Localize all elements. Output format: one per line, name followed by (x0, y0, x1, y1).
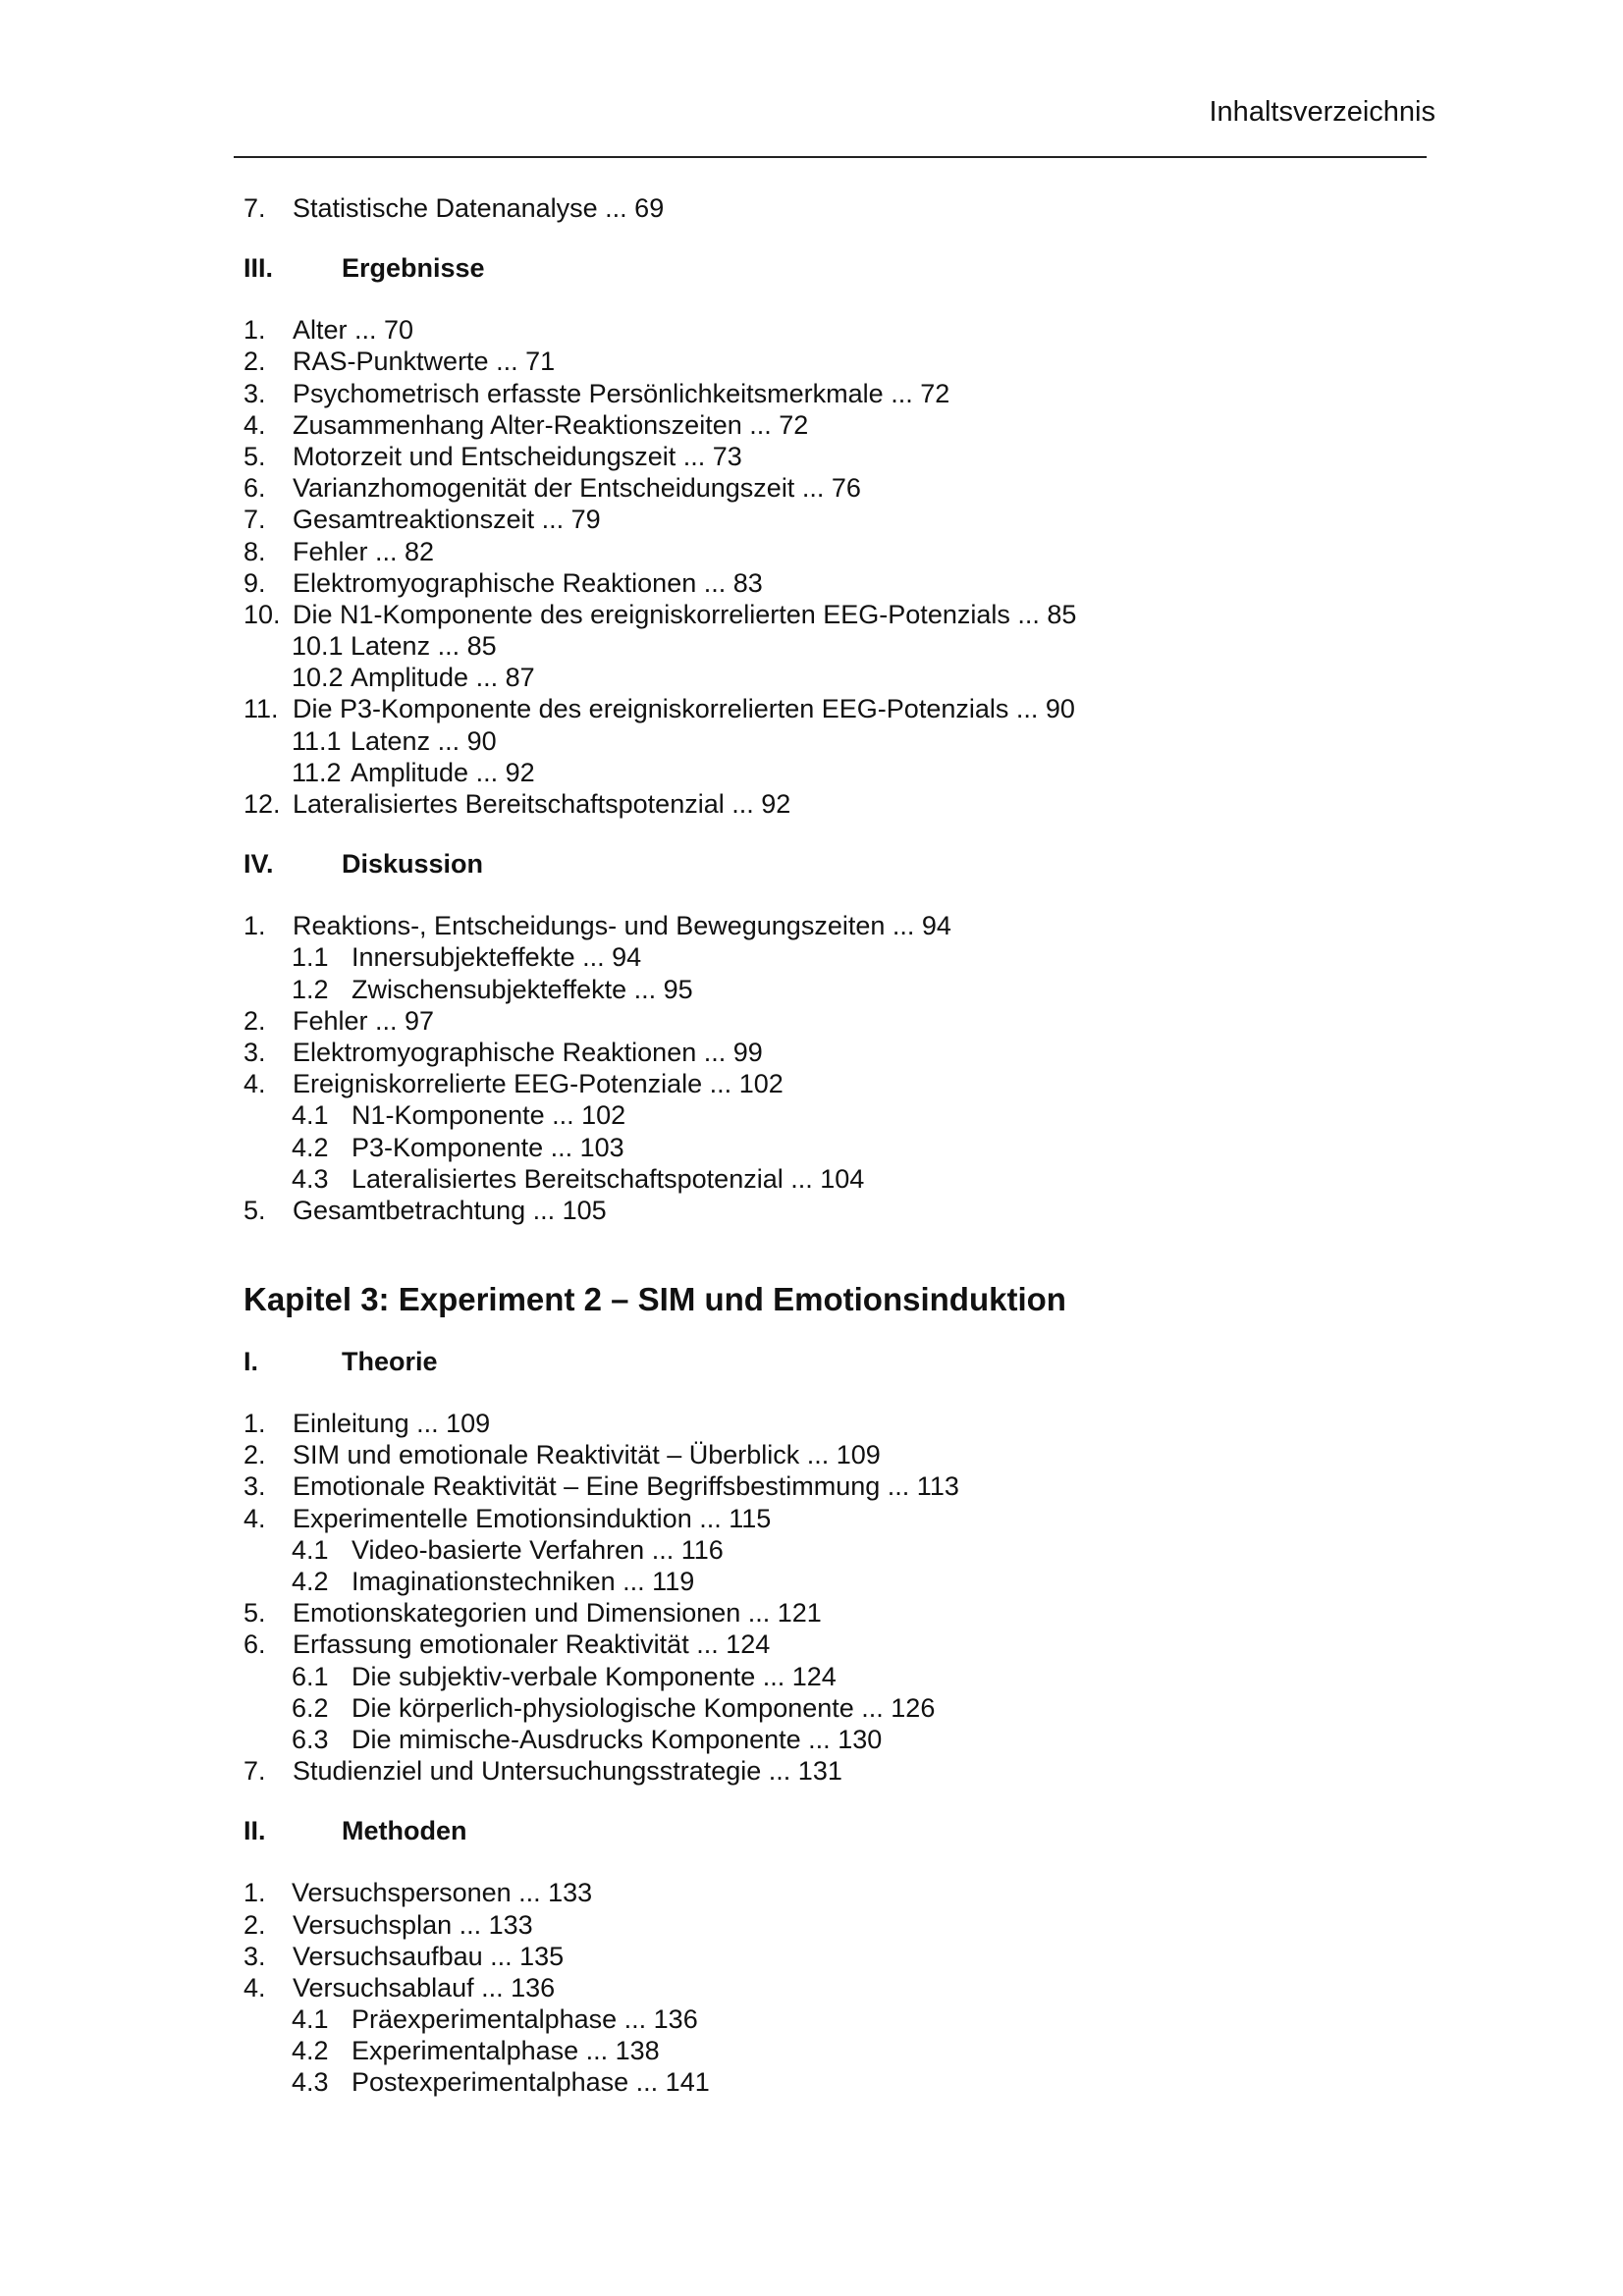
toc-entry-text: Alter ... 70 (293, 315, 414, 346)
section-heading-diskussion (243, 848, 1422, 880)
toc-entry-text: RAS-Punktwerte ... 71 (293, 347, 556, 377)
toc-entry (243, 1877, 1422, 1908)
toc-subentry (243, 2035, 1422, 2066)
toc-entry (243, 1597, 1422, 1629)
toc-subentry (243, 1566, 1422, 1597)
toc-entry-text: Latenz ... 90 (351, 725, 497, 756)
toc-entry-text: Die körperlich-physiologische Komponente ... 126 (352, 1692, 936, 1723)
toc-entry-text: Emotionale Reaktivität – Eine Begriffsbestimmung ... 113 (293, 1471, 959, 1502)
toc-entry-text: Innersubjekteffekte ... 94 (352, 942, 642, 973)
toc-entry-number: 4. (243, 1503, 266, 1533)
toc-subentry (243, 662, 1422, 693)
toc-entry-number: 5. (243, 441, 266, 471)
toc-entry (243, 504, 1422, 535)
toc-entry (243, 1037, 1422, 1068)
toc-entry-text: Elektromyographische Reaktionen ... 99 (293, 1037, 763, 1067)
header-rule (234, 156, 1427, 158)
toc-entry-text: P3-Komponente ... 103 (352, 1132, 624, 1162)
toc-entry-number: 11. (243, 694, 279, 724)
toc-entry-number: 2. (243, 1440, 266, 1470)
toc-entry-text: Latenz ... 85 (351, 631, 497, 662)
toc-entry (243, 409, 1422, 441)
toc-entry (243, 1068, 1422, 1099)
toc-entry-number: 3. (243, 378, 266, 408)
toc-entry (243, 1755, 1422, 1787)
toc-entry-number: 9. (243, 567, 266, 598)
toc-entry-text: Motorzeit und Entscheidungszeit ... 73 (293, 441, 742, 471)
toc-entry-text: Zusammenhang Alter-Reaktionszeiten ... 72 (293, 409, 809, 440)
toc-entry-text: Lateralisiertes Bereitschaftspotenzial ... 104 (352, 1163, 865, 1194)
toc-list-diskussion (243, 910, 1422, 1226)
toc-entry-text: Versuchsplan ... 133 (293, 1909, 533, 1940)
toc-entry-number: 3. (243, 1941, 266, 1971)
section-title: Ergebnisse (342, 253, 485, 284)
toc-subentry (243, 974, 1422, 1005)
toc-entry-text: Die mimische-Ausdrucks Komponente ... 130 (352, 1724, 883, 1754)
toc-entry-number: 8. (243, 536, 266, 566)
toc-list-ergebnisse (243, 314, 1422, 820)
toc-entry-number: 4.3 (292, 1163, 329, 1194)
table-of-contents (243, 192, 1422, 2099)
toc-subentry (243, 2066, 1422, 2098)
toc-subentry (243, 1692, 1422, 1724)
toc-entry-text: Varianzhomogenität der Entscheidungszeit ... 76 (293, 473, 861, 504)
toc-subentry (243, 630, 1422, 662)
toc-entry-text: Psychometrisch erfasste Persönlichkeitsmerkmale ... 72 (293, 378, 950, 408)
toc-entry-text: Reaktions-, Entscheidungs- und Bewegungszeiten ... 94 (293, 911, 951, 941)
toc-entry-text: Imaginationstechniken ... 119 (352, 1567, 695, 1596)
toc-entry-text: N1-Komponente ... 102 (352, 1100, 626, 1131)
toc-entry-number: 3. (243, 1471, 266, 1502)
toc-entry (243, 192, 1422, 224)
toc-entry-text: Zwischensubjekteffekte ... 95 (352, 974, 693, 1004)
toc-entry-number: 4. (243, 1972, 266, 2002)
toc-entry-number: 3. (243, 1037, 266, 1067)
toc-subentry (243, 1534, 1422, 1566)
toc-entry (243, 599, 1422, 630)
toc-entry (243, 441, 1422, 472)
section-title: Methoden (342, 1816, 467, 1846)
toc-entry (243, 788, 1422, 820)
toc-entry (243, 1005, 1422, 1037)
toc-entry (243, 378, 1422, 409)
toc-entry (243, 472, 1422, 504)
toc-subentry (243, 1661, 1422, 1692)
toc-entry-number: 1. (243, 1878, 266, 1908)
toc-entry-text: Amplitude ... 87 (351, 663, 535, 693)
toc-entry-text: Erfassung emotionaler Reaktivität ... 124 (293, 1629, 771, 1660)
toc-entry (243, 536, 1422, 567)
toc-entry-number: 7. (243, 1756, 266, 1787)
toc-entry-number: 1.2 (292, 974, 329, 1004)
toc-entry-number: 10. (243, 599, 281, 629)
toc-subentry (243, 1132, 1422, 1163)
toc-entry-number: 4.1 (292, 1100, 329, 1131)
toc-entry (243, 314, 1422, 346)
toc-entry-text: Statistische Datenanalyse ... 69 (293, 193, 665, 223)
toc-entry-text: Die N1-Komponente des ereigniskorrelierten EEG-Potenzials ... 85 (293, 599, 1077, 629)
toc-entry-text: Die P3-Komponente des ereigniskorrelierten EEG-Potenzials ... 90 (293, 694, 1075, 724)
toc-entry (243, 346, 1422, 377)
toc-entry-number: 7. (243, 193, 266, 223)
section-heading-theorie (243, 1346, 1422, 1377)
toc-entry-number: 6.2 (292, 1692, 329, 1723)
toc-entry (243, 1408, 1422, 1439)
toc-entry-number: 2. (243, 1909, 266, 1940)
toc-entry (243, 1629, 1422, 1660)
toc-entry-text: Präexperimentalphase ... 136 (352, 2004, 698, 2035)
toc-subentry (243, 941, 1422, 973)
toc-entry-number: 4. (243, 1069, 266, 1099)
section-heading-methoden (243, 1815, 1422, 1846)
toc-entry-text: Ereigniskorrelierte EEG-Potenziale ... 102 (293, 1069, 784, 1099)
toc-subentry (243, 757, 1422, 788)
toc-entry-text: Fehler ... 97 (293, 1005, 435, 1036)
toc-entry-number: 4.1 (292, 2004, 329, 2035)
section-heading-ergebnisse (243, 252, 1422, 284)
section-number: II. (243, 1816, 266, 1846)
toc-intro-list (243, 192, 1422, 224)
toc-entry-number: 4.2 (292, 1567, 329, 1596)
toc-subentry (243, 1163, 1422, 1195)
toc-entry-number: 1. (243, 1409, 266, 1439)
toc-entry-text: Die subjektiv-verbale Komponente ... 124 (352, 1661, 837, 1691)
toc-entry (243, 1972, 1422, 2003)
toc-entry-number: 4.1 (292, 1534, 329, 1565)
toc-list-theorie (243, 1408, 1422, 1787)
toc-entry-number: 6. (243, 1629, 266, 1660)
toc-entry-text: SIM und emotionale Reaktivität – Überblick ... 109 (293, 1440, 881, 1470)
running-header: Inhaltsverzeichnis (1209, 96, 1435, 128)
toc-entry-number: 4.2 (292, 2036, 329, 2066)
chapter-heading: Kapitel 3: Experiment 2 – SIM und Emotionsinduktion (243, 1281, 1066, 1318)
toc-entry-number: 1. (243, 911, 266, 941)
toc-entry (243, 1195, 1422, 1226)
toc-entry (243, 910, 1422, 941)
section-number: I. (243, 1347, 259, 1377)
toc-entry-number: 1. (243, 315, 266, 346)
toc-entry (243, 693, 1422, 724)
toc-subentry (243, 725, 1422, 757)
toc-entry-number: 4. (243, 409, 266, 440)
toc-entry-text: Elektromyographische Reaktionen ... 83 (293, 567, 763, 598)
toc-subentry (243, 1099, 1422, 1131)
toc-entry-number: 11.1 (292, 725, 342, 756)
toc-entry-text: Experimentelle Emotionsinduktion ... 115 (293, 1503, 772, 1533)
toc-entry-text: Emotionskategorien und Dimensionen ... 121 (293, 1598, 822, 1629)
toc-entry-text: Experimentalphase ... 138 (352, 2036, 660, 2066)
toc-entry-number: 7. (243, 505, 266, 535)
toc-subentry (243, 2003, 1422, 2035)
toc-entry-text: Postexperimentalphase ... 141 (352, 2067, 710, 2098)
toc-entry (243, 1439, 1422, 1470)
toc-entry-text: Einleitung ... 109 (293, 1409, 491, 1439)
toc-entry-number: 5. (243, 1195, 266, 1225)
toc-list-methoden (243, 1877, 1422, 2098)
toc-entry (243, 1941, 1422, 1972)
toc-entry-number: 12. (243, 789, 281, 819)
toc-entry-number: 10.2 (292, 663, 344, 693)
toc-entry-number: 6.3 (292, 1724, 329, 1754)
toc-entry-number: 2. (243, 347, 266, 377)
toc-entry-text: Gesamtbetrachtung ... 105 (293, 1195, 607, 1225)
toc-entry-number: 11.2 (292, 757, 342, 787)
toc-entry-number: 1.1 (292, 942, 329, 973)
toc-entry-number: 2. (243, 1005, 266, 1036)
toc-entry-text: Versuchspersonen ... 133 (292, 1878, 593, 1908)
toc-entry-text: Studienziel und Untersuchungsstrategie ... 131 (293, 1756, 842, 1787)
toc-entry-number: 6. (243, 473, 266, 504)
toc-entry-number: 5. (243, 1598, 266, 1629)
toc-entry-number: 4.3 (292, 2067, 329, 2098)
toc-entry (243, 1503, 1422, 1534)
section-title: Theorie (342, 1347, 438, 1377)
toc-entry-number: 10.1 (292, 631, 344, 662)
toc-entry-text: Versuchsablauf ... 136 (293, 1972, 556, 2002)
section-number: IV. (243, 849, 274, 880)
section-number: III. (243, 253, 274, 284)
toc-entry-text: Amplitude ... 92 (351, 757, 535, 787)
toc-entry-number: 6.1 (292, 1661, 329, 1691)
toc-entry (243, 567, 1422, 599)
toc-entry-text: Lateralisiertes Bereitschaftspotenzial ... 92 (293, 789, 791, 819)
toc-entry-text: Versuchsaufbau ... 135 (293, 1941, 565, 1971)
toc-entry (243, 1470, 1422, 1502)
toc-entry (243, 1909, 1422, 1941)
toc-entry-text: Gesamtreaktionszeit ... 79 (293, 505, 601, 535)
toc-entry-number: 4.2 (292, 1132, 329, 1162)
toc-entry-text: Video-basierte Verfahren ... 116 (352, 1534, 724, 1565)
section-title: Diskussion (342, 849, 484, 880)
toc-subentry (243, 1724, 1422, 1755)
toc-entry-text: Fehler ... 82 (293, 536, 435, 566)
